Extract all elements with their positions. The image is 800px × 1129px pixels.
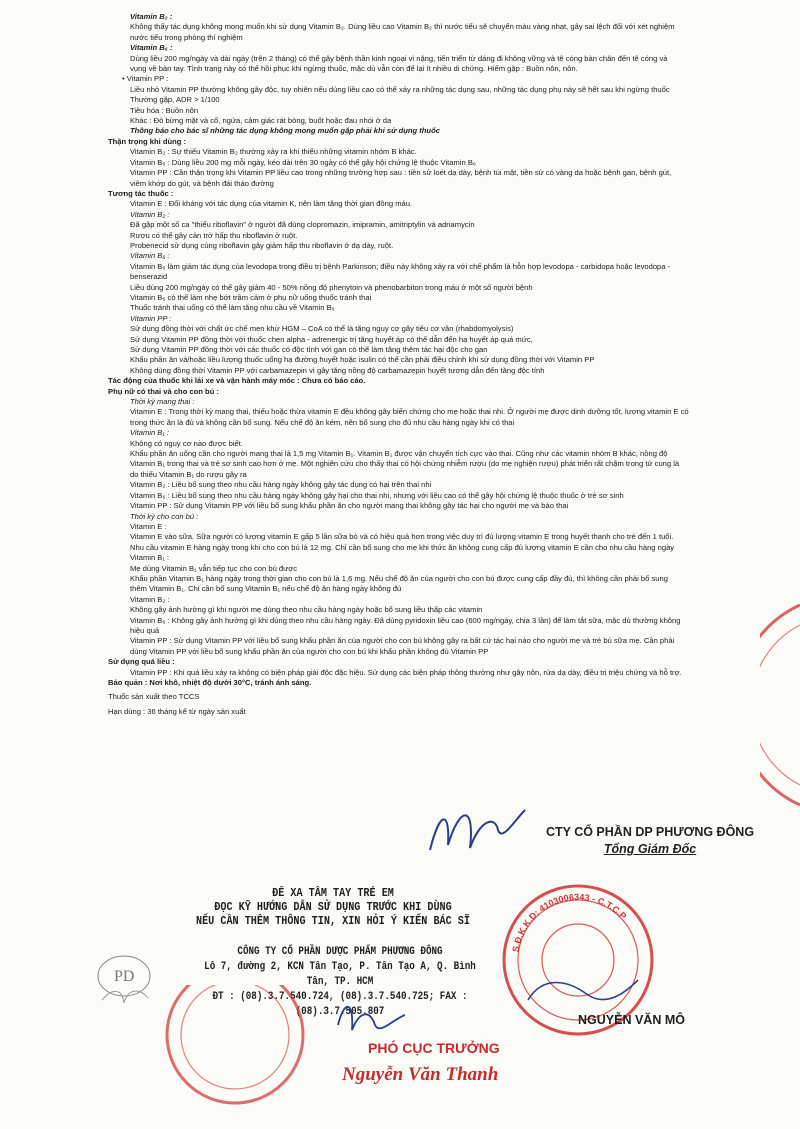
text-line: Vitamin PP : Sử dụng Vitamin PP với liều bổ sung khẩu phần ăn cho người mang thai không gây tác hại cho người mẹ và bào thai [130, 501, 569, 511]
text-line: Vitamin B₂ : [130, 12, 173, 21]
text-line: Tiêu hóa : Buồn nôn [130, 105, 199, 115]
authority-stamp [160, 985, 310, 1125]
text-line: Vitamin B₆ : Không gây ảnh hưởng gì khi dùng theo nhu cầu hàng ngày. Đã dùng pyridoxin liều cao (600 mg/ngày, chia 3 lần) để làm tắt sữa, mặc dù thường không [130, 615, 681, 625]
text-line: Vitamin E : Trong thời kỳ mang thai, thiếu hoặc thừa vitamin E đều không gây biến chứng cho mẹ hoặc thai nhi. Ở người mẹ được dinh dưỡng tốt, lượng vitamin E có [130, 407, 689, 417]
logo-text: PD [114, 968, 135, 985]
signature-blue-top [420, 800, 530, 860]
text-line: Tác động của thuốc khi lái xe và vận hành máy móc : Chưa có báo cáo. [108, 376, 366, 386]
text-line: hiệu quả [130, 625, 160, 635]
warnings-block [191, 886, 475, 928]
text-line: Vitamin B₆ : Liều bổ sung theo nhu cầu hàng ngày không gây hại cho thai nhi, nhưng với liều cao có thể gây hội chứng lệ thuộc thuốc ở trẻ sơ sinh [130, 490, 624, 500]
text-line: Vitamin E : [130, 521, 167, 531]
text-line: Không gây ảnh hưởng gì khi người mẹ dùng theo nhu cầu hàng ngày hoặc bổ sung liều thấp các vitamin [130, 605, 483, 615]
text-line: Vitamin B₆ : [130, 43, 173, 53]
text-line: Liều dùng 200 mg/ngày có thể gây giảm 40 - 50% nồng độ phenytoin và phenobarbiton trong máu ở một số người bệnh [130, 282, 533, 292]
warning-line-2: ĐỌC KỸ HƯỚNG DẪN SỬ DỤNG TRƯỚC KHI DÙNG [214, 900, 452, 914]
text-line: Phụ nữ có thai và cho con bú : [108, 386, 219, 396]
text-line: benserazid [130, 272, 168, 282]
text-line: • Vitamin PP : [122, 74, 169, 84]
text-line: viêm khớp do gút, và bệnh đái tháo đường [130, 178, 274, 188]
text-line: Không có nguy cơ nào được biết. [130, 438, 243, 448]
text-line: Vitamin B₂ : [130, 209, 170, 219]
text-line: Vitamin E vào sữa. Sữa người có lượng vitamin E gấp 5 lần sữa bò và có hiệu quả hơn trong việc duy trì đủ lượng vitamin E trong huyết thanh cho trẻ đến 1 tuổi. [130, 532, 674, 542]
manufacturer-phone: ĐT : (08).3.7.540.724, (08).3.7.540.725; FAX : (08).3.7.505.807 [212, 991, 468, 1018]
text-line: vụng về bàn tay. Tình trạng này có thể hồi phục khi ngừng thuốc, mặc dù vẫn còn để lại ít nhiều di chứng. Hiếm gặp : Buồn nôn, nôn. [130, 64, 578, 74]
text-line: Vitamin PP : Khi quá liều xảy ra không có biện pháp giải độc đặc hiệu. Sử dụng các biện pháp thông thường như gây nôn, rửa dạ dày, điều trị triệu chứng và hỗ trợ. [130, 667, 682, 677]
text-line: dùng Vitamin PP với liều bổ sung khẩu phần ăn của người cho con bú khi khẩu phần không đủ Vitamin PP [130, 646, 489, 656]
text-line: Khẩu phần Vitamin B₁ hàng ngày trong thời gian cho con bú là 1,6 mg. Nếu chế độ ăn của người cho con bú được cung cấp đầy đủ, thì không cần phải bổ sung [130, 573, 668, 583]
director-title: Tổng Giám Đốc [603, 842, 697, 856]
text-line: nước tiểu trong phòng thí nghiệm [130, 32, 243, 42]
document-body [108, 12, 780, 717]
text-line: Vitamin PP : [130, 313, 172, 323]
warning-line-3: NẾU CẦN THÊM THÔNG TIN, XIN HỎI Ý KIẾN BÁC SĨ [196, 914, 470, 928]
text-line: Vitamin B₁ : [130, 553, 170, 563]
text-line: Không thấy tác dụng không mong muốn khi sử dụng Vitamin B₂. Dùng liều cao Vitamin B₂ thì nước tiểu sẽ chuyển màu vàng nhạt, gây sai lệch đối với xét nghiệm [130, 22, 675, 32]
text-line: Vitamin B₂ : Liều bổ sung theo nhu cầu hàng ngày không gây tác dụng có hại trên thai nhi [130, 480, 432, 490]
text-line: thêm Vitamin B₁. Chỉ cần bổ sung Vitamin B₁ nếu chế độ ăn hàng ngày không đủ [130, 584, 402, 594]
text-line: Vitamin B₁ : [130, 428, 169, 438]
director-name: NGUYỄN VĂN MÔ [578, 1013, 685, 1027]
text-line: Thuốc sản xuất theo TCCS [108, 692, 200, 702]
text-line: Đã gặp một số ca "thiếu riboflavin" ở người đã dùng clopromazin, imipramin, amitriptylin và adriamycin [130, 220, 475, 230]
text-line: trong thức ăn là đủ và không cần bổ sung. Nếu chế độ ăn kém, nên bổ sung cho đủ nhu cầu hàng ngày khi có thai [130, 417, 515, 427]
text-line: Thận trọng khi dùng : [108, 136, 187, 146]
approval-name: Nguyễn Văn Thanh [342, 1064, 499, 1085]
edge-stamp [760, 600, 800, 810]
text-line: Nhu cầu vitamin E hàng ngày trong khi cho con bú là 12 mg. Chỉ cần bổ sung cho mẹ khi thức ăn không cung cấp đủ lượng vitamin E cần cho nhu cầu hàng ngày [130, 542, 675, 552]
company-name: CTY CỔ PHẦN DP PHƯƠNG ĐÔNG [545, 825, 755, 839]
text-line: Sử dụng Vitamin PP đồng thời với thuốc chẹn alpha - adrenergic trị tăng huyết áp có thể dẫn đến hạ huyết áp quá mức, [130, 334, 533, 344]
signature-blue-bottom [330, 995, 410, 1040]
text-line: Vitamin B₂ : Sự thiếu Vitamin B₂ thường xảy ra khi thiếu những vitamin nhóm B khác. [130, 147, 417, 157]
text-line: Khác : Đỏ bừng mặt và cổ, ngứa, cảm giác rát bỏng, buốt hoặc đau nhói ở da [130, 116, 392, 126]
text-line: Mẹ dùng Vitamin B₁ vẫn tiếp tục cho con bú được [130, 563, 297, 573]
company-signature-block [520, 824, 780, 858]
text-line: Khẩu phần ăn uống cần cho người mang thai là 1,5 mg Vitamin B₁. Vitamin B₁ được vận chuyển tích cực vào thai. Cũng như các vitamin nhóm B khác, nồng độ [130, 449, 668, 459]
text-line: Vitamin PP : Cần thận trọng khi Vitamin PP liều cao trong những trường hợp sau : tiền sử loét dạ dày, bệnh túi mật, tiền sử có vàng da hoặc bệnh gan, bệnh gút, [130, 168, 672, 178]
text-line: Tương tác thuốc : [108, 188, 174, 198]
text-line: Sử dụng quá liều : [108, 657, 175, 667]
text-line: Vitamin B₆ : [130, 251, 170, 261]
text-line: Thường gặp, ADR > 1/100 [130, 95, 220, 105]
text-line: Dùng liều 200 mg/ngày và dài ngày (trên 2 tháng) có thể gây bệnh thần kinh ngoại vi nặng, tiến triển từ dáng đi không vững và tê cóng bàn chân đến tê cóng và [130, 53, 668, 63]
text-line: do thiếu Vitamin B₁ do rượu gây ra [130, 469, 247, 479]
text-line: Không dùng đồng thời Vitamin PP với carbamazepin vì gây tăng nồng độ carbamazepin huyết tương dẫn đến tăng độc tính [130, 365, 545, 375]
text-line: Khẩu phần ăn và/hoặc liều lượng thuốc uống hạ đường huyết hoặc isulin có thể cần phải điều chỉnh khi sử dụng đồng thời với Vitamin PP [130, 355, 595, 365]
text-line: Thông báo cho bác sĩ những tác dụng không mong muốn gặp phải khi sử dụng thuốc [130, 126, 440, 136]
text-line: Vitamin PP : Sử dụng Vitamin PP với liều bổ sung khẩu phần ăn của người cho con bú không gây ra bất cứ tác hại nào cho người mẹ và trẻ bú sữa mẹ. Cần phải [130, 636, 675, 646]
manufacturer-name: CÔNG TY CỔ PHẦN DƯỢC PHẨM PHƯƠNG ĐÔNG [237, 946, 443, 958]
stamp-ring-text: S.Đ.K.K.D: 4103006343 - C.T.C.P [510, 891, 629, 953]
text-line: Vitamin E : Đối kháng với tác dụng của vitamin K, nên làm tăng thời gian đông máu. [130, 199, 413, 209]
text-line: Vitamin B₂ : [130, 594, 170, 604]
text-line: Vitamin B₁ trong thai và trẻ sơ sinh cao hơn ở mẹ. Một nghiên cứu cho thấy thai có hội chứng nhiễm rượu (do mẹ nghiện rượu) phát triển rất chậm trong tử cung là [130, 459, 680, 469]
text-line: Vitamin B₆ có thể làm nhẹ bớt trầm cảm ở phụ nữ uống thuốc tránh thai [130, 292, 372, 302]
text-line: Thuốc tránh thai uống có thể làm tăng nhu cầu về Vitamin B₆ [130, 303, 335, 313]
text-line: Sử dụng Vitamin PP đồng thời với các thuốc có độc tính với gan có thể làm tăng thêm tác hại độc cho gan [130, 345, 488, 354]
approval-title: PHÓ CỤC TRƯỞNG [368, 1040, 500, 1056]
text-line: Thời kỳ cho con bú : [130, 511, 199, 521]
text-line: Probenecid sử dụng cùng riboflavin gây giảm hấp thu riboflavin ở dạ dày, ruột. [130, 240, 394, 250]
text-line: Thời kỳ mang thai : [130, 397, 195, 407]
text-line: Liều nhỏ Vitamin PP thường không gây độc, tuy nhiên nếu dùng liều cao có thể xảy ra những tác dụng sau, những tác dụng phụ này sẽ hết sau khi ngừng thuốc [130, 84, 670, 94]
text-line: Hạn dùng : 36 tháng kể từ ngày sản xuất [108, 706, 246, 716]
warning-line-1: ĐỂ XA TẦM TAY TRẺ EM [272, 886, 394, 900]
text-line: Bảo quản : Nơi khô, nhiệt độ dưới 30°C, tránh ánh sáng. [108, 678, 312, 687]
manufacturer-address: Lô 7, đường 2, KCN Tân Tạo, P. Tân Tạo A, Q. Bình Tân, TP. HCM [204, 961, 476, 988]
company-logo [92, 948, 156, 1008]
text-line: Rượu có thể gây cản trở hấp thu riboflavin ở ruột. [130, 230, 298, 240]
text-line: Vitamin B₆ : Dùng liều 200 mg mỗi ngày, kéo dài trên 30 ngày có thể gây hội chứng lệ thuộc Vitamin B₆ [130, 157, 476, 167]
text-line: Sử dụng đồng thời với chất ức chế men khử HGM – CoA có thể là tăng nguy cơ gây tiêu cơ vân (rhabdomyolysis) [130, 324, 514, 334]
text-line: Vitamin B₆ làm giảm tác dụng của levodopa trong điều trị bệnh Parkinson; điều này không xảy ra với chế phẩm là hỗn hợp levodopa - carbidopa hoặc levodopa - [130, 261, 671, 271]
